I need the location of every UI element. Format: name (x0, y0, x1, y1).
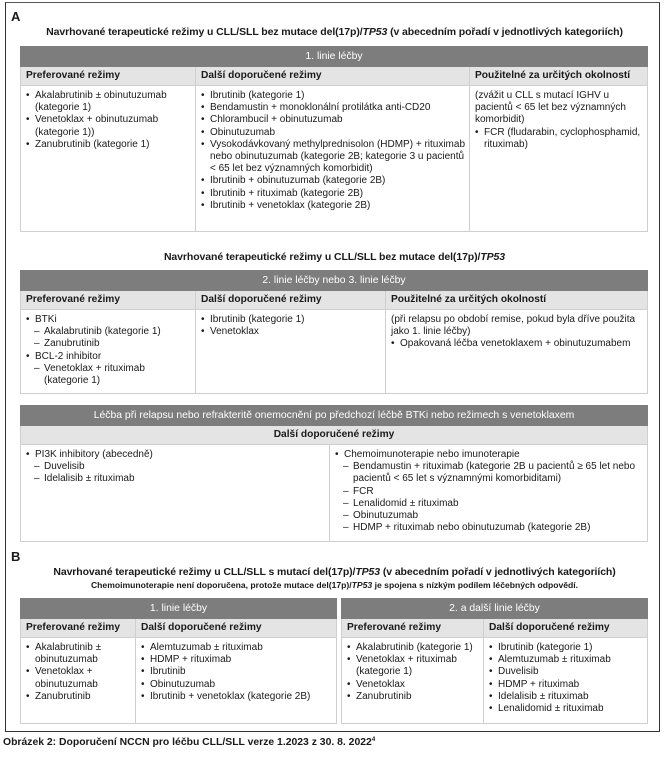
column-header: Preferované režimy (21, 291, 196, 310)
section-b-heading (0, 566, 669, 578)
other-cell (484, 638, 648, 724)
list-item: • Lenalidomid ± rituximab (489, 703, 643, 715)
note-text: (při relapsu po období remise, pokud byla dříve použita jako 1. linie léčby) (391, 314, 636, 338)
list-item: • Duvelisib (489, 666, 643, 678)
column-header: Preferované režimy (342, 619, 484, 638)
conditional-cell (470, 86, 648, 232)
band-header: 2. a další linie léčby (342, 599, 648, 619)
regimen-list (391, 314, 643, 351)
preferred-cell (21, 310, 196, 394)
column-header: Použitelné za určitých okolností (386, 291, 648, 310)
regimen-list (489, 642, 643, 715)
heading-text: Navrhované terapeutické režimy u CLL/SLL bez mutace del(17p)/ (46, 26, 363, 38)
list-item: • Ibrutinib (kategorie 1) (201, 314, 381, 326)
regimen-list (347, 642, 479, 703)
other-cell (196, 86, 470, 232)
sub-list-item: – Obinutuzumab (335, 510, 643, 522)
list-item: • Ibrutinib (141, 666, 332, 678)
gene-name: TP53 (362, 26, 388, 38)
chemoimmunotherapy-cell (330, 445, 648, 542)
preferred-cell (21, 638, 136, 724)
list-item: • Idelalisib ± rituximab (489, 691, 643, 703)
section-a-second-heading (0, 251, 669, 263)
column-header: Další doporučené režimy (21, 426, 648, 445)
table-a-first-line (20, 46, 648, 232)
list-item: • HDMP + rituximab (489, 679, 643, 691)
list-item: • Akalabrutinib ± obinutuzumab (26, 642, 131, 666)
column-header: Další doporučené režimy (196, 291, 386, 310)
subheading-text: je spojena s nízkým podílem léčebných odpovědí. (372, 580, 579, 590)
list-item: • Zanubrutinib (347, 691, 479, 703)
section-b-letter: B (11, 549, 21, 564)
regimen-list (26, 314, 191, 387)
column-header: Další doporučené režimy (484, 619, 648, 638)
list-item: • Obinutuzumab (201, 127, 465, 139)
sub-list-item: – Idelalisib ± rituximab (26, 473, 325, 485)
caption-text: Obrázek 2: Doporučení NCCN pro léčbu CLL/SLL verze 1.2023 z 30. 8. 2022 (3, 737, 372, 748)
band-header: 1. linie léčby (21, 599, 337, 619)
pi3k-cell (21, 445, 330, 542)
band-header: 1. linie léčby (21, 47, 648, 67)
column-header: Použitelné za určitých okolností (470, 67, 648, 86)
section-a-heading (0, 26, 669, 38)
list-item: • PI3K inhibitory (abecedně) (26, 449, 325, 461)
list-item: • Opakovaná léčba venetoklaxem + obinutuzumabem (391, 338, 643, 350)
regimen-list (141, 642, 332, 703)
list-item: • Akalabrutinib (kategorie 1) (347, 642, 479, 654)
regimen-list (26, 449, 325, 486)
list-item: • Venetoklax (347, 679, 479, 691)
list-item: • BTKi (26, 314, 191, 326)
regimen-list (201, 314, 381, 338)
list-item: • Ibrutinib + venetoklax (kategorie 2B) (141, 691, 332, 703)
heading-text: Navrhované terapeutické režimy u CLL/SLL s mutací del(17p)/ (53, 566, 356, 578)
list-item: • HDMP + rituximab (141, 654, 332, 666)
sub-list-item: – Venetoklax + rituximab (kategorie 1) (26, 363, 191, 387)
conditional-cell (386, 310, 648, 394)
list-item: • Ibrutinib (kategorie 1) (489, 642, 643, 654)
reference-number: 4 (371, 737, 376, 743)
sub-list-item: – Duvelisib (26, 461, 325, 473)
section-a-letter: A (11, 9, 21, 24)
band-header: 2. linie léčby nebo 3. linie léčby (21, 271, 648, 291)
list-item: • Akalabrutinib ± obinutuzumab (kategorie 1) (26, 90, 191, 114)
table-a-relapse (20, 405, 648, 542)
list-item: • Zanubrutinib (26, 691, 131, 703)
other-cell (136, 638, 337, 724)
preferred-cell (342, 638, 484, 724)
list-item: • Zanubrutinib (kategorie 1) (26, 139, 191, 151)
heading-text: (v abecedním pořadí v jednotlivých kategoriích) (380, 566, 616, 578)
sub-list-item: – FCR (335, 486, 643, 498)
subheading-text: Chemoimunoterapie není doporučena, protože mutace del(17p)/ (90, 580, 352, 590)
regimen-list (201, 90, 465, 212)
gene-name: TP53 (480, 251, 506, 263)
regimen-list (475, 90, 643, 151)
list-item: • BCL-2 inhibitor (26, 351, 191, 363)
column-header: Preferované režimy (21, 67, 196, 86)
list-item: • Vysokodávkovaný methylprednisolon (HDMP) + rituximab nebo obinutuzumab (kategorie 2B; kategorie 3 u pacientů < 65 let bez významných komorbidit) (201, 139, 465, 176)
sub-list-item: – Bendamustin + rituximab (kategorie 2B u pacientů ≥ 65 let nebo pacientů < 65 let s významnými komorbiditami) (335, 461, 643, 485)
regimen-list (26, 90, 191, 151)
section-b-subheading (0, 580, 669, 590)
list-item: • Venetoklax (201, 326, 381, 338)
heading-text: Navrhované terapeutické režimy u CLL/SLL bez mutace del(17p)/ (163, 251, 481, 263)
list-item: • Ibrutinib + rituximab (kategorie 2B) (201, 188, 465, 200)
list-item: • Alemtuzumab ± rituximab (141, 642, 332, 654)
band-header: Léčba při relapsu nebo refrakteritě onemocnění po předchozí léčbě BTKi nebo režimech s venetoklaxem (21, 406, 648, 426)
sub-list-item: – Lenalidomid ± rituximab (335, 498, 643, 510)
column-header: Další doporučené režimy (196, 67, 470, 86)
figure-caption (3, 737, 375, 748)
list-item: • Venetoklax + obinutuzumab (26, 666, 131, 690)
other-cell (196, 310, 386, 394)
preferred-cell (21, 86, 196, 232)
list-item: • Obinutuzumab (141, 679, 332, 691)
list-item: • Chemoimunoterapie nebo imunoterapie (335, 449, 643, 461)
column-header: Preferované režimy (21, 619, 136, 638)
table-a-second-line (20, 270, 648, 394)
table-b-later-line (341, 598, 648, 724)
table-b-first-line (20, 598, 337, 724)
list-item: • Ibrutinib + obinutuzumab (kategorie 2B) (201, 175, 465, 187)
gene-name: TP53 (355, 566, 381, 578)
list-item: • Alemtuzumab ± rituximab (489, 654, 643, 666)
regimen-list (26, 642, 131, 703)
list-item: • Venetoklax + obinutuzumab (kategorie 1)) (26, 114, 191, 138)
heading-text: (v abecedním pořadí v jednotlivých kategoriích) (387, 26, 623, 38)
sub-list-item: – Zanubrutinib (26, 338, 191, 350)
list-item: • Bendamustin + monoklonální protilátka anti-CD20 (201, 102, 465, 114)
note-text: (zvážit u CLL s mutací IGHV u pacientů < 65 let bez významných komorbidit) (475, 90, 626, 126)
list-item: • Ibrutinib (kategorie 1) (201, 90, 465, 102)
gene-name: TP53 (351, 580, 373, 590)
list-item: • Venetoklax + rituximab (kategorie 1) (347, 654, 479, 678)
list-item: • Chlorambucil + obinutuzumab (201, 114, 465, 126)
column-header: Další doporučené režimy (136, 619, 337, 638)
regimen-list (335, 449, 643, 534)
sub-list-item: – HDMP + rituximab nebo obinutuzumab (kategorie 2B) (335, 522, 643, 534)
sub-list-item: – Akalabrutinib (kategorie 1) (26, 326, 191, 338)
list-item: • FCR (fludarabin, cyclophosphamid, rituximab) (475, 127, 643, 151)
list-item: • Ibrutinib + venetoklax (kategorie 2B) (201, 200, 465, 212)
